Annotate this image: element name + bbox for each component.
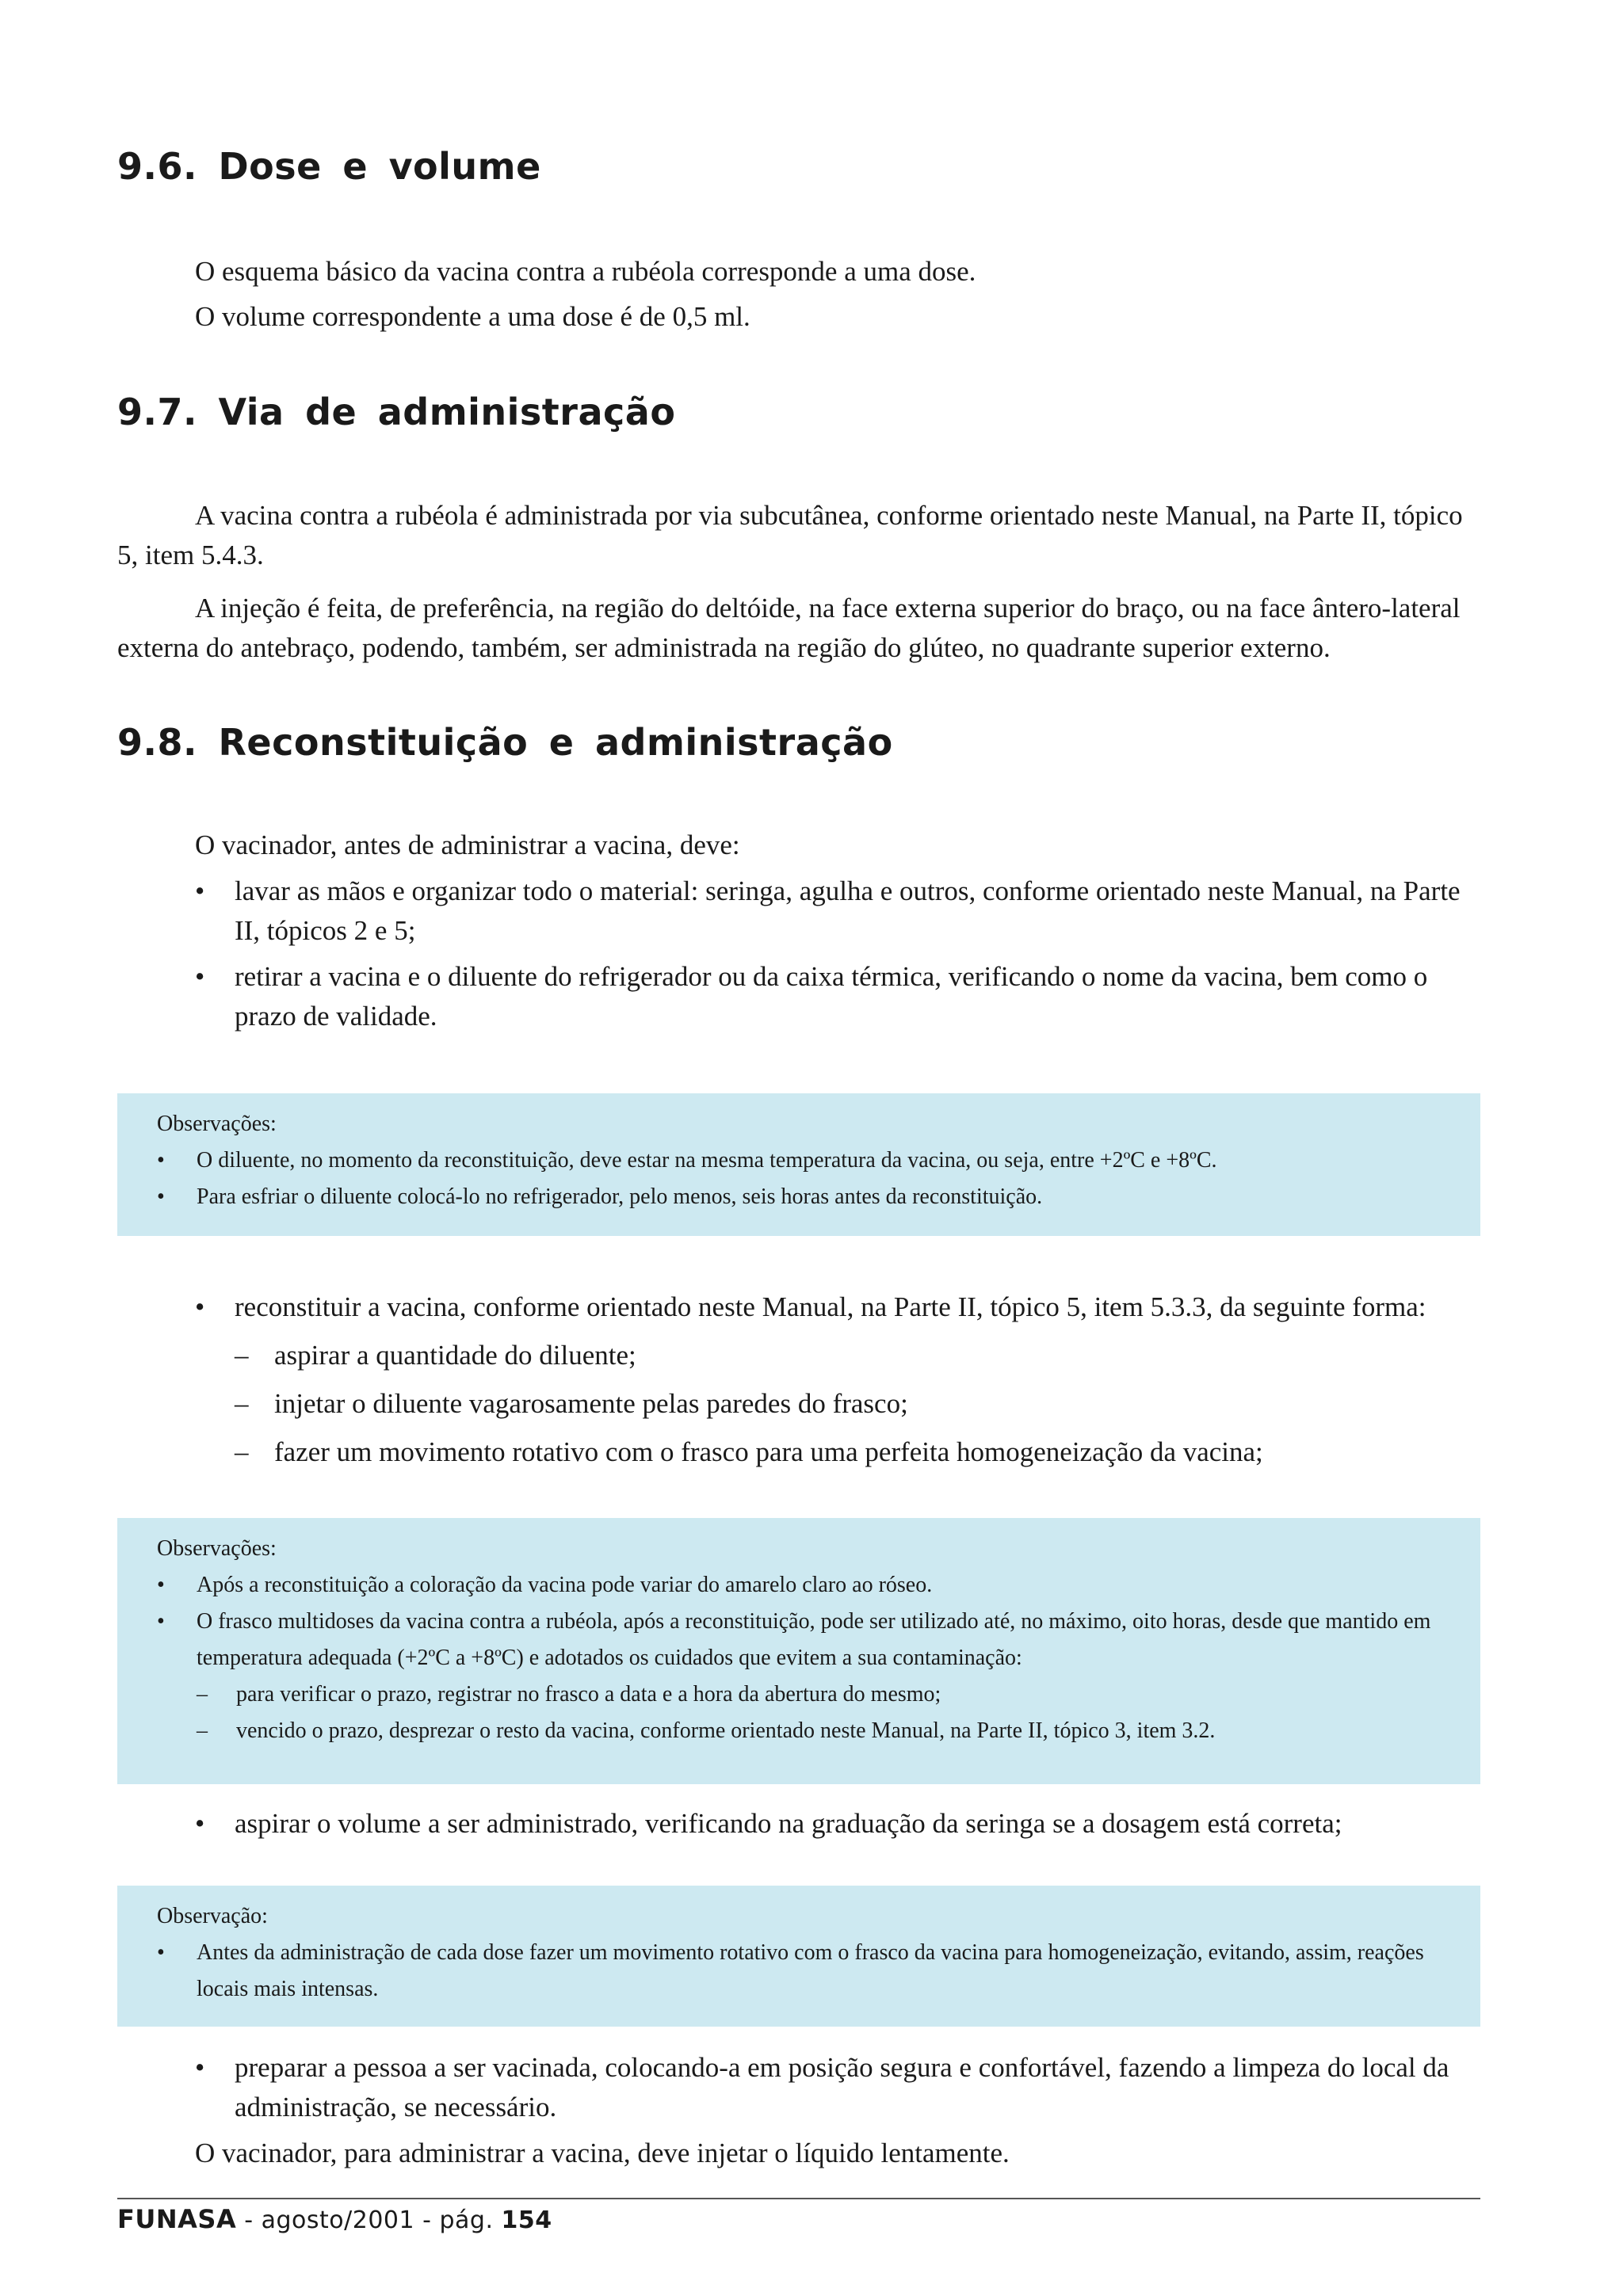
dash-marker: – [197,1718,208,1743]
bullet-marker: • [195,875,205,906]
bullet-marker: • [195,961,205,992]
list-item-text: reconstituir a vacina, conforme orientado neste Manual, na Parte II, tópico 5, item 5.3.3, da seguinte forma: [235,1291,1426,1322]
list-item-text: preparar a pessoa a ser vacinada, colocando-a em posição segura e confortável, fazendo a limpeza do local da administração, se necessário. [235,2052,1449,2122]
footer-rule [117,2198,1480,2199]
bullet-marker: • [195,1291,205,1322]
dash-marker: – [235,1340,249,1371]
note-item-text: Para esfriar o diluente colocá-lo no refrigerador, pelo menos, seis horas antes da reconstituição. [197,1184,1043,1209]
sub-list-item-text: fazer um movimento rotativo com o frasco para uma perfeita homogeneização da vacina; [274,1436,1263,1467]
page-footer [117,2204,552,2234]
note-item-text: Antes da administração de cada dose fazer um movimento rotativo com o frasco da vacina para homogeneização, evitando, assim, reações locais mais intensas. [197,1940,1424,2001]
section-heading-9-8: 9.8. Reconstituição e administração [117,721,893,764]
dash-marker: – [235,1388,249,1419]
section-heading-9-7: 9.7. Via de administração [117,391,676,433]
note-heading: Observações: [157,1112,277,1136]
document-page [117,0,1480,2296]
list-item [195,1804,1480,1844]
list-item-text: aspirar o volume a ser administrado, verificando na graduação da seringa se a dosagem está correta; [235,1808,1342,1839]
bullet-marker: • [195,2052,205,2083]
paragraph: O vacinador, para administrar a vacina, deve injetar o líquido lentamente. [195,2138,1010,2168]
dash-marker: – [235,1436,249,1467]
list-item [195,1287,1480,1327]
bullet-marker: • [157,1184,165,1209]
sub-list-item [235,1336,1480,1375]
note-item-text: O frasco multidoses da vacina contra a rubéola, após a reconstituição, pode ser utilizado até, no máximo, oito horas, desde que mantido em temperatura adequada (+2ºC a +8ºC) e adotados os cuidados que evitem a sua contaminação: [197,1609,1431,1670]
note-heading: Observação: [157,1904,268,1928]
dash-marker: – [197,1682,208,1707]
sub-list-item [235,1432,1480,1472]
paragraph: O esquema básico da vacina contra a rubéola corresponde a uma dose. [195,256,976,287]
note-item [157,1142,1457,1179]
list-item [195,2048,1480,2127]
bullet-marker: • [195,1808,205,1839]
sub-list-item [235,1384,1480,1424]
note-sub-item [157,1713,1457,1749]
note-item-text: Após a reconstituição a coloração da vacina pode variar do amarelo claro ao róseo. [197,1573,933,1597]
paragraph: A vacina contra a rubéola é administrada por via subcutânea, conforme orientado neste Manual, na Parte II, tópico 5, item 5.4.3. [117,500,1463,570]
list-item [195,957,1480,1036]
note-heading: Observações: [157,1536,277,1561]
note-box [117,1518,1480,1784]
paragraph: O volume correspondente a uma dose é de 0,5 ml. [195,301,750,332]
bullet-marker: • [157,1609,165,1634]
section-heading-9-6: 9.6. Dose e volume [117,145,541,188]
footer-page-number: 154 [501,2206,552,2234]
note-sub-item-text: para verificar o prazo, registrar no frasco a data e a hora da abertura do mesmo; [236,1682,941,1707]
paragraph: O vacinador, antes de administrar a vacina, deve: [195,830,740,860]
note-box [117,1886,1480,2027]
note-item [157,1567,1457,1604]
list-item [195,871,1480,951]
note-sub-item-text: vencido o prazo, desprezar o resto da vacina, conforme orientado neste Manual, na Parte II, tópico 3, item 3.2. [236,1718,1216,1743]
bullet-marker: • [157,1573,165,1597]
note-box [117,1093,1480,1236]
bullet-marker: • [157,1940,165,1965]
list-item-text: retirar a vacina e o diluente do refrigerador ou da caixa térmica, verificando o nome da vacina, bem como o prazo de validade. [235,961,1428,1032]
note-sub-item [157,1676,1457,1713]
paragraph: A injeção é feita, de preferência, na região do deltóide, na face externa superior do braço, ou na face ântero-lateral externa do antebraço, podendo, também, ser administrada na região do glúteo, no quadrante superior externo. [117,593,1461,663]
note-item [157,1935,1457,2008]
sub-list-item-text: aspirar a quantidade do diluente; [274,1340,636,1371]
footer-brand: FUNASA [117,2204,237,2234]
list-item-text: lavar as mãos e organizar todo o material: seringa, agulha e outros, conforme orientado neste Manual, na Parte II, tópicos 2 e 5; [235,875,1461,946]
sub-list-item-text: injetar o diluente vagarosamente pelas paredes do frasco; [274,1388,908,1419]
footer-text: - agosto/2001 - pág. [236,2206,502,2234]
note-item [157,1179,1457,1215]
note-item-text: O diluente, no momento da reconstituição, deve estar na mesma temperatura da vacina, ou seja, entre +2ºC e +8ºC. [197,1148,1217,1173]
bullet-marker: • [157,1148,165,1173]
note-item [157,1604,1457,1676]
